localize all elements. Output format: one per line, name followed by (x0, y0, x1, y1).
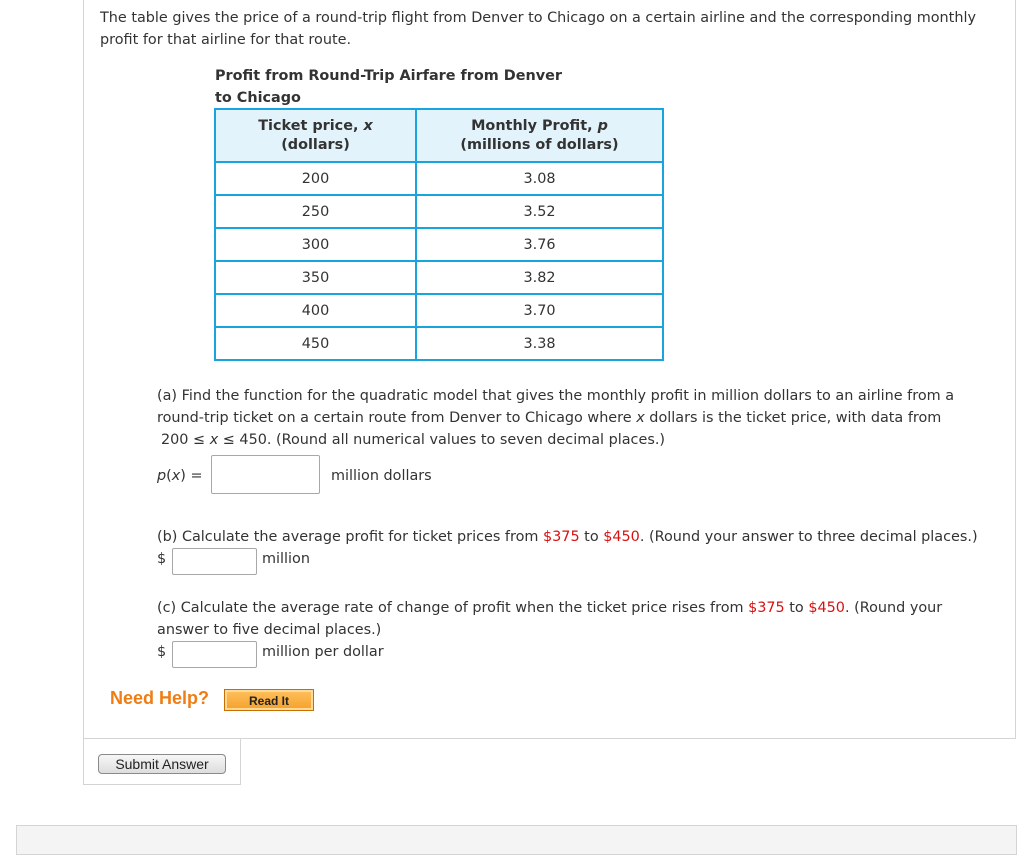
part-b-average-profit-input[interactable] (172, 548, 257, 575)
question-intro: The table gives the price of a round-trip flight from Denver to Chicago on a certain airline and the corresponding monthly profit for that airline for that route. (100, 10, 976, 48)
part-b-currency: $ (157, 551, 167, 567)
part-c-post: . (Round your (844, 600, 943, 616)
part-b-price-high: $450 (603, 529, 640, 545)
part-c-pre: (c) Calculate the average rate of change of profit when the ticket price rises from (157, 600, 749, 616)
part-c-question (157, 597, 997, 641)
table-row (215, 261, 663, 294)
part-b-mid: to (579, 529, 604, 545)
part-c-price-high: $450 (808, 600, 845, 616)
part-c-mid: to (784, 600, 809, 616)
part-b-post: . (Round your answer to three decimal places.) (639, 529, 978, 545)
column-header-monthly-profit (416, 109, 663, 162)
table-row (215, 228, 663, 261)
part-c-line1 (157, 597, 997, 619)
table-row (215, 327, 663, 360)
part-c-currency: $ (157, 644, 167, 660)
cell-ticket-price: 250 (215, 195, 416, 228)
part-c-unit: million per dollar (262, 644, 384, 660)
cell-ticket-price: 200 (215, 162, 416, 195)
col2-unit: (millions of dollars) (460, 136, 619, 153)
cell-ticket-price: 450 (215, 327, 416, 360)
part-b-unit: million (262, 551, 310, 567)
part-a-var-x: x (636, 410, 645, 426)
column-header-ticket-price (215, 109, 416, 162)
part-c-price-low: $375 (748, 600, 785, 616)
cell-profit: 3.76 (416, 228, 663, 261)
part-a-line2-pre: round-trip ticket on a certain route from Denver to Chicago where (157, 410, 637, 426)
cell-ticket-price: 300 (215, 228, 416, 261)
part-a-line2-post: dollars is the ticket price, with data from (644, 410, 942, 426)
cell-profit: 3.38 (416, 327, 663, 360)
part-a-function-input[interactable] (211, 455, 320, 494)
table-caption-line2: to Chicago (215, 90, 301, 106)
table-caption (215, 65, 615, 109)
submit-answer-button[interactable]: Submit Answer (98, 754, 226, 774)
part-c-line2: answer to five decimal places.) (157, 622, 382, 638)
profit-table (214, 108, 664, 361)
part-a-unit: million dollars (331, 468, 432, 484)
part-a-label: p(x) = (157, 468, 203, 484)
cell-ticket-price: 350 (215, 261, 416, 294)
part-b-pre: (b) Calculate the average profit for ticket prices from (157, 529, 543, 545)
read-it-button[interactable]: Read It (224, 689, 314, 711)
part-c-rate-of-change-input[interactable] (172, 641, 257, 668)
cell-profit: 3.82 (416, 261, 663, 294)
col1-title: Ticket price, x (258, 117, 373, 134)
cell-profit: 3.08 (416, 162, 663, 195)
table-caption-line1: Profit from Round-Trip Airfare from Denver (215, 68, 562, 84)
cell-profit: 3.70 (416, 294, 663, 327)
part-b-price-low: $375 (542, 529, 580, 545)
col1-unit: (dollars) (281, 136, 350, 153)
part-a-line3: 200 ≤ x ≤ 450. (Round all numerical values to seven decimal places.) (161, 432, 666, 448)
need-help-label: Need Help? (110, 688, 210, 708)
next-question-panel (16, 825, 1017, 855)
table-header-row (215, 109, 663, 162)
part-a-question (157, 385, 997, 451)
part-a-line1: (a) Find the function for the quadratic model that gives the monthly profit in million dollars to an airline from a (157, 388, 955, 404)
col2-title: Monthly Profit, p (471, 117, 608, 134)
table-row (215, 195, 663, 228)
cell-profit: 3.52 (416, 195, 663, 228)
table-row (215, 294, 663, 327)
part-a-line2 (157, 407, 997, 429)
cell-ticket-price: 400 (215, 294, 416, 327)
table-row (215, 162, 663, 195)
part-b-question (157, 526, 1017, 548)
